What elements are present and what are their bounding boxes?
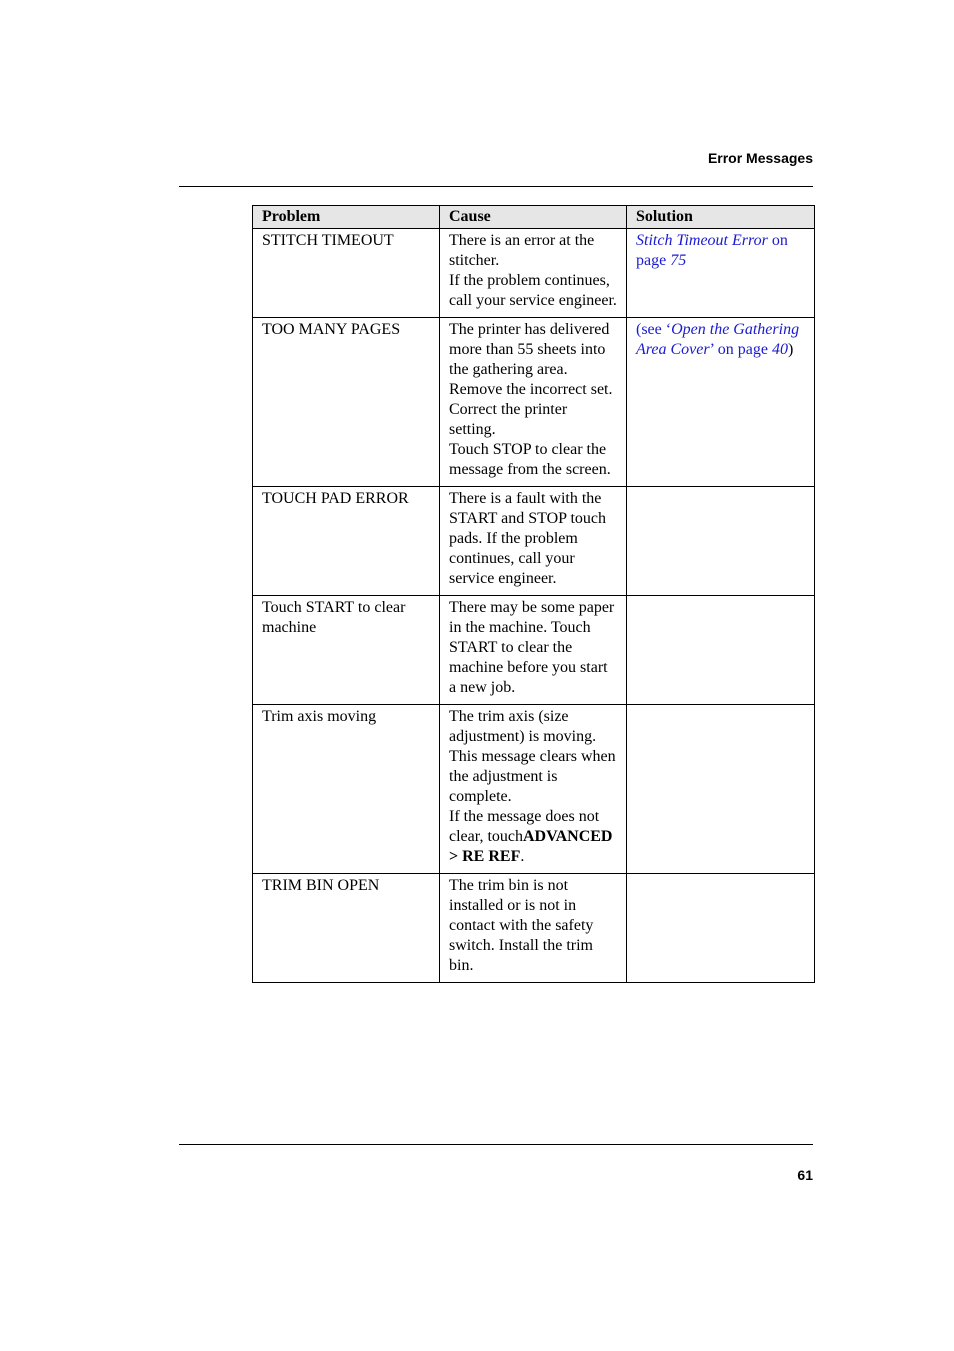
link-text: page — [636, 252, 671, 269]
problem-text: Trim axis moving — [262, 708, 377, 725]
cause-line: message from the screen. — [449, 461, 611, 478]
cause-line: If the problem continues, — [449, 272, 610, 289]
problem-cell — [253, 229, 440, 318]
cause-line: call your service engineer. — [449, 292, 617, 309]
table-row — [253, 596, 815, 705]
footer-rule — [179, 1144, 813, 1145]
link-title: Open the Gathering — [671, 321, 800, 338]
error-messages-table — [252, 205, 815, 983]
cause-line: switch. Install the trim — [449, 937, 593, 954]
menu-path-advanced: ADVANCED — [522, 828, 613, 845]
cause-line: setting. — [449, 421, 496, 438]
cause-line: more than 55 sheets into — [449, 341, 606, 358]
page-number: 61 — [797, 1167, 813, 1183]
cause-line: Correct the printer — [449, 401, 568, 418]
cause-line: a new job. — [449, 679, 516, 696]
problem-text: TOUCH PAD ERROR — [262, 490, 409, 507]
cause-line: The trim axis (size — [449, 708, 569, 725]
cause-line: The trim bin is not — [449, 877, 569, 894]
table-row — [253, 318, 815, 487]
link-page-number: 40 — [771, 341, 788, 358]
column-header-solution: Solution — [627, 206, 815, 229]
link-title: Stitch Timeout Error — [636, 232, 768, 249]
open-gathering-area-cover-link[interactable] — [636, 320, 812, 360]
cause-line: There is an error at the — [449, 232, 595, 249]
cause-line: This message clears when — [449, 748, 616, 765]
link-title: Area Cover — [636, 341, 710, 358]
cause-line: Touch STOP to clear the — [449, 441, 607, 458]
link-text: ’ on page — [709, 341, 772, 358]
cause-cell — [440, 229, 627, 318]
problem-cell — [253, 596, 440, 705]
table-row — [253, 229, 815, 318]
cause-line: continues, call your — [449, 550, 575, 567]
stitch-timeout-error-link[interactable] — [636, 231, 812, 271]
cause-line: adjustment) is moving. — [449, 728, 597, 745]
cause-line: machine before you start — [449, 659, 608, 676]
table-row — [253, 487, 815, 596]
cause-line: START to clear the — [449, 639, 573, 656]
column-header-cause: Cause — [440, 206, 627, 229]
problem-text: machine — [262, 619, 317, 636]
cause-line: installed or is not in — [449, 897, 577, 914]
cause-line: the adjustment is — [449, 768, 558, 785]
cause-line: The printer has delivered — [449, 321, 610, 338]
link-page-number: 75 — [670, 252, 687, 269]
cause-line: bin. — [449, 957, 474, 974]
cause-line: contact with the safety — [449, 917, 594, 934]
header-rule — [179, 186, 813, 187]
cause-line: complete. — [449, 788, 512, 805]
cause-line-end: . — [520, 848, 525, 865]
cause-cell — [440, 596, 627, 705]
cause-line: There is a fault with the — [449, 490, 602, 507]
running-header: Error Messages — [707, 150, 813, 166]
problem-text: STITCH TIMEOUT — [262, 232, 394, 249]
cause-line: in the machine. Touch — [449, 619, 591, 636]
solution-cell — [627, 318, 815, 487]
cause-cell — [440, 705, 627, 874]
cause-line: the gathering area. — [449, 361, 568, 378]
link-text: (see ‘ — [636, 321, 672, 338]
cause-line: If the message does not — [449, 808, 600, 825]
table-row — [253, 705, 815, 874]
cause-line: stitcher. — [449, 252, 500, 269]
column-header-problem: Problem — [253, 206, 440, 229]
problem-cell — [253, 705, 440, 874]
table-row — [253, 874, 815, 983]
link-text: on — [767, 232, 788, 249]
cause-line: clear, touch — [449, 828, 523, 845]
table-header-row — [253, 206, 815, 229]
solution-cell — [627, 705, 815, 874]
problem-text: TOO MANY PAGES — [262, 321, 401, 338]
cause-cell — [440, 874, 627, 983]
cause-line: START and STOP touch — [449, 510, 607, 527]
cause-cell — [440, 318, 627, 487]
problem-cell — [253, 318, 440, 487]
solution-cell — [627, 596, 815, 705]
menu-path-re-ref: > RE REF — [449, 848, 521, 865]
cause-line: There may be some paper — [449, 599, 615, 616]
problem-cell — [253, 874, 440, 983]
cause-line: service engineer. — [449, 570, 557, 587]
solution-cell — [627, 874, 815, 983]
problem-text: TRIM BIN OPEN — [262, 877, 380, 894]
cause-line: pads. If the problem — [449, 530, 578, 547]
cause-cell — [440, 487, 627, 596]
solution-cell — [627, 487, 815, 596]
cause-line: Remove the incorrect set. — [449, 381, 613, 398]
solution-cell — [627, 229, 815, 318]
link-close-paren: ) — [787, 341, 794, 358]
problem-cell — [253, 487, 440, 596]
problem-text: Touch START to clear — [262, 599, 406, 616]
